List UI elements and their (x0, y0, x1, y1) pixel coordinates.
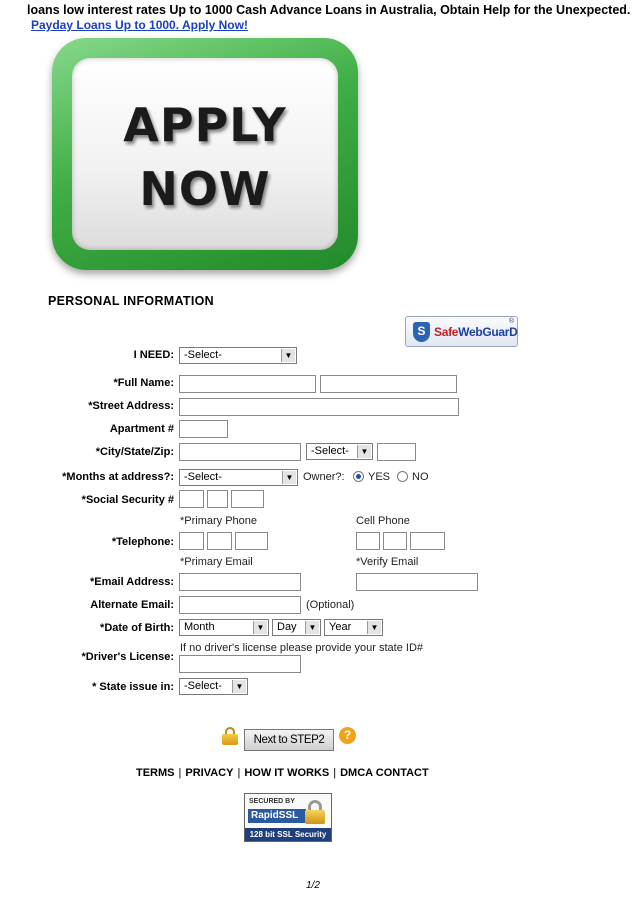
i-need-select[interactable] (179, 347, 297, 364)
owner-yes-label: YES (368, 471, 391, 483)
cell-area-input[interactable] (356, 532, 380, 550)
drivers-license-label: *Driver's License: (81, 651, 174, 663)
ssn-part2-input[interactable] (207, 490, 228, 508)
registered-mark: ® (508, 318, 514, 325)
terms-link[interactable]: TERMS (136, 767, 175, 779)
verify-email-input[interactable] (356, 573, 478, 591)
safewebguard-badge[interactable] (405, 316, 518, 347)
email-input[interactable] (179, 573, 301, 591)
phone-prefix-input[interactable] (207, 532, 232, 550)
street-address-input[interactable] (179, 398, 459, 416)
dob-month-value: Month (184, 621, 215, 633)
owner-label: Owner?: (303, 471, 345, 483)
payday-loans-link[interactable]: Payday Loans Up to 1000. Apply Now! (31, 18, 248, 32)
city-input[interactable] (179, 443, 301, 461)
chevron-down-icon: ▼ (357, 445, 371, 458)
ssn-part3-input[interactable] (231, 490, 264, 508)
state-value: -Select- (311, 445, 349, 457)
months-value: -Select- (184, 471, 222, 483)
primary-email-label: *Primary Email (180, 556, 253, 568)
phone-line-input[interactable] (235, 532, 268, 550)
apply-now-line1: APPLY (123, 98, 287, 152)
i-need-value: -Select- (184, 349, 222, 361)
owner-no-radio[interactable] (397, 471, 408, 482)
apply-now-face (72, 58, 338, 250)
months-select[interactable] (179, 469, 298, 486)
section-title: PERSONAL INFORMATION (48, 294, 214, 308)
ssn-label: *Social Security # (81, 494, 174, 506)
safewebguard-text: SafeWebGuarD (434, 325, 518, 339)
street-address-label: *Street Address: (88, 400, 174, 412)
email-address-label: *Email Address: (90, 576, 174, 588)
optional-note: (Optional) (306, 599, 355, 611)
state-issue-label: * State issue in: (92, 681, 174, 693)
months-at-address-label: *Months at address?: (62, 471, 174, 483)
ssl-strength: 128 bit SSL Security (245, 828, 331, 841)
last-name-input[interactable] (320, 375, 457, 393)
verify-email-label: *Verify Email (356, 556, 419, 568)
rapidssl-badge[interactable] (244, 793, 332, 842)
next-step-button[interactable]: Next to STEP2 (244, 729, 334, 751)
cell-prefix-input[interactable] (383, 532, 407, 550)
chevron-down-icon: ▼ (253, 621, 267, 634)
dmca-contact-link[interactable]: DMCA CONTACT (340, 767, 429, 779)
primary-phone-label: *Primary Phone (180, 515, 258, 527)
alternate-email-label: Alternate Email: (90, 599, 174, 611)
apartment-input[interactable] (179, 420, 228, 438)
ssl-secured-by: SECURED BY (249, 798, 295, 805)
first-name-input[interactable] (179, 375, 316, 393)
chevron-down-icon: ▼ (281, 349, 295, 362)
link-separator: | (178, 767, 182, 779)
date-of-birth-label: *Date of Birth: (100, 622, 174, 634)
dob-day-select[interactable] (272, 619, 321, 636)
phone-area-input[interactable] (179, 532, 204, 550)
apartment-label: Apartment # (109, 423, 174, 435)
how-it-works-link[interactable]: HOW IT WORKS (244, 767, 330, 779)
link-separator: | (333, 767, 337, 779)
drivers-license-input[interactable] (179, 655, 301, 673)
chevron-down-icon: ▼ (305, 621, 319, 634)
dob-month-select[interactable] (179, 619, 269, 636)
chevron-down-icon: ▼ (232, 680, 246, 693)
page-number: 1/2 (306, 880, 320, 891)
i-need-label: I NEED: (133, 349, 174, 361)
ssl-brand: RapidSSL (248, 809, 306, 823)
alternate-email-input[interactable] (179, 596, 301, 614)
state-select[interactable] (306, 443, 373, 460)
apply-now-line2: NOW (139, 162, 271, 216)
city-state-zip-label: *City/State/Zip: (95, 446, 174, 458)
link-separator: | (237, 767, 241, 779)
shield-icon: S (413, 322, 430, 342)
footer-links (136, 767, 429, 779)
license-note: If no driver's license please provide your state ID# (180, 642, 423, 654)
cell-line-input[interactable] (410, 532, 445, 550)
dob-day-value: Day (277, 621, 297, 633)
dob-year-select[interactable] (324, 619, 383, 636)
dob-year-value: Year (329, 621, 352, 633)
lock-icon (222, 727, 238, 744)
privacy-link[interactable]: PRIVACY (185, 767, 234, 779)
state-issue-value: -Select- (184, 680, 222, 692)
zip-input[interactable] (377, 443, 416, 461)
state-issue-select[interactable] (179, 678, 248, 695)
apply-now-button[interactable] (52, 38, 358, 270)
owner-yes-radio[interactable] (353, 471, 364, 482)
full-name-label: *Full Name: (113, 377, 174, 389)
help-icon[interactable]: ? (339, 727, 356, 744)
page-headline: loans low interest rates Up to 1000 Cash Advance Loans in Australia, Obtain Help for the Unexpected. (27, 3, 631, 17)
cell-phone-label: Cell Phone (356, 515, 410, 527)
chevron-down-icon: ▼ (282, 471, 296, 484)
telephone-label: *Telephone: (111, 536, 174, 548)
chevron-down-icon: ▼ (367, 621, 381, 634)
padlock-icon (305, 800, 325, 824)
ssn-part1-input[interactable] (179, 490, 204, 508)
owner-no-label: NO (412, 471, 429, 483)
